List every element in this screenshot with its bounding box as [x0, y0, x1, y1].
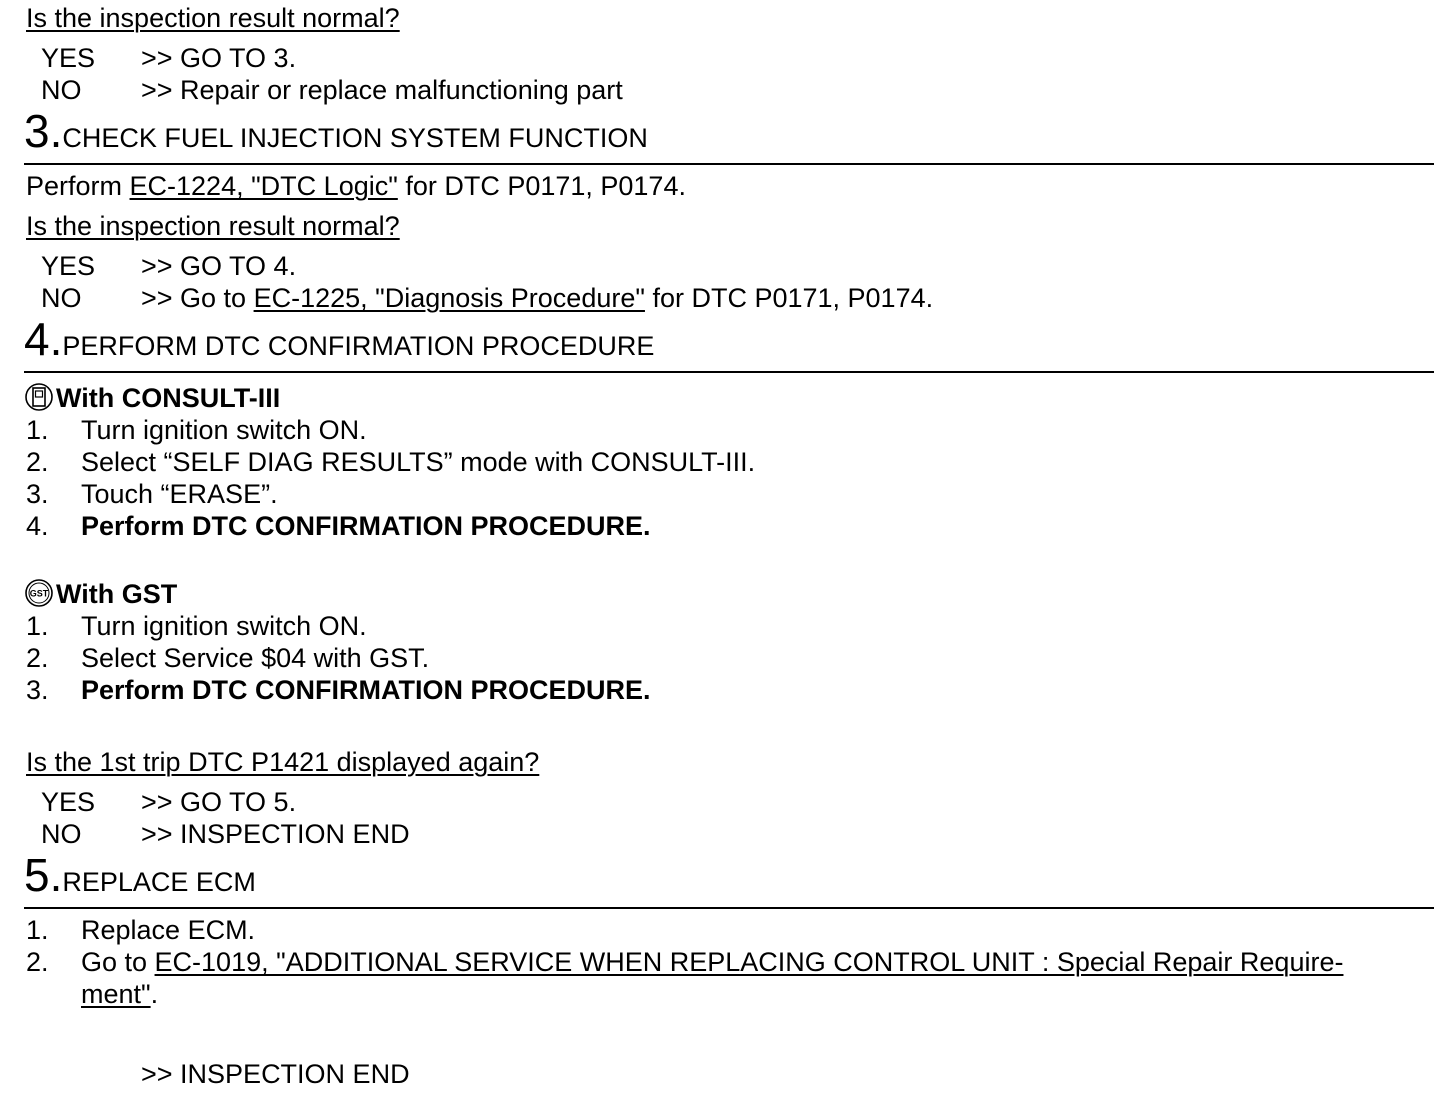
step-5-number: 5.	[24, 849, 63, 901]
step-5-number-2: 2.	[26, 947, 49, 977]
additional-service-link[interactable]: EC-1019, "ADDITIONAL SERVICE WHEN REPLACING CONTROL UNIT : Special Repair Require-	[154, 947, 1344, 977]
step-5-title: REPLACE ECM	[62, 867, 256, 897]
no-go-to-line	[141, 282, 933, 314]
no-label: NO	[41, 283, 82, 313]
no-prefix: >> Go to	[141, 283, 254, 313]
perform-suffix: for DTC P0171, P0174.	[397, 171, 686, 201]
consult-tool-icon	[24, 382, 54, 412]
dtc-logic-link[interactable]: EC-1224, "DTC Logic"	[129, 171, 398, 201]
step-3-title: CHECK FUEL INJECTION SYSTEM FUNCTION	[62, 123, 648, 153]
gst-step-number: 1.	[26, 611, 49, 641]
consult-step-number: 3.	[26, 479, 49, 509]
consult-step-text: Perform DTC CONFIRMATION PROCEDURE.	[81, 511, 651, 541]
gst-icon-text: GST	[29, 588, 49, 599]
inspection-question-3: Is the inspection result normal?	[26, 211, 400, 241]
yes-go-to-3: >> GO TO 3.	[141, 43, 297, 73]
consult-step-number: 4.	[26, 511, 49, 541]
additional-service-line	[81, 946, 1343, 978]
step-4-header	[24, 313, 655, 365]
step-4-number: 4.	[24, 313, 63, 365]
inspection-question-1: Is the inspection result normal?	[26, 3, 400, 33]
diagnosis-procedure-link[interactable]: EC-1225, "Diagnosis Procedure"	[253, 283, 645, 313]
consult-heading	[24, 382, 280, 414]
gst-step-text: Select Service $04 with GST.	[81, 643, 430, 673]
consult-step-number: 2.	[26, 447, 49, 477]
gst-step-number: 3.	[26, 675, 49, 705]
consult-heading-text: With CONSULT-III	[56, 383, 281, 413]
inspection-end: >> INSPECTION END	[141, 1059, 410, 1089]
gst-step-text: Turn ignition switch ON.	[81, 611, 367, 641]
yes-label: YES	[41, 251, 96, 281]
go-to-prefix: Go to	[81, 947, 155, 977]
link-suffix: .	[150, 979, 159, 1009]
gst-heading	[24, 578, 177, 610]
yes-go-to-4: >> GO TO 4.	[141, 251, 297, 281]
gst-step-number: 2.	[26, 643, 49, 673]
no-repair-text: >> Repair or replace malfunctioning part	[141, 75, 623, 105]
yes-go-to-5: >> GO TO 5.	[141, 787, 297, 817]
divider	[24, 907, 1434, 909]
gst-heading-text: With GST	[56, 579, 178, 609]
no-suffix: for DTC P0171, P0174.	[644, 283, 934, 313]
yes-label: YES	[41, 43, 96, 73]
additional-service-link-cont[interactable]: ment"	[81, 979, 151, 1009]
additional-service-line-2	[81, 978, 158, 1010]
step-3-number: 3.	[24, 105, 63, 157]
replace-ecm-text: Replace ECM.	[81, 915, 256, 945]
consult-step-text: Turn ignition switch ON.	[81, 415, 367, 445]
gst-step-text: Perform DTC CONFIRMATION PROCEDURE.	[81, 675, 651, 705]
step-3-perform-line	[26, 170, 686, 202]
no-label: NO	[41, 75, 82, 105]
inspection-question-4: Is the 1st trip DTC P1421 displayed again?	[26, 747, 540, 777]
divider	[24, 163, 1434, 165]
gst-tool-icon	[24, 578, 54, 608]
perform-prefix: Perform	[26, 171, 130, 201]
step-4-title: PERFORM DTC CONFIRMATION PROCEDURE	[62, 331, 655, 361]
step-3-header	[24, 105, 648, 157]
consult-step-text: Select “SELF DIAG RESULTS” mode with CONSULT-III.	[81, 447, 756, 477]
step-5-header	[24, 849, 256, 901]
step-5-number-1: 1.	[26, 915, 49, 945]
no-label: NO	[41, 819, 82, 849]
consult-step-number: 1.	[26, 415, 49, 445]
no-inspection-end: >> INSPECTION END	[141, 819, 410, 849]
yes-label: YES	[41, 787, 96, 817]
divider	[24, 371, 1434, 373]
consult-step-text: Touch “ERASE”.	[81, 479, 278, 509]
